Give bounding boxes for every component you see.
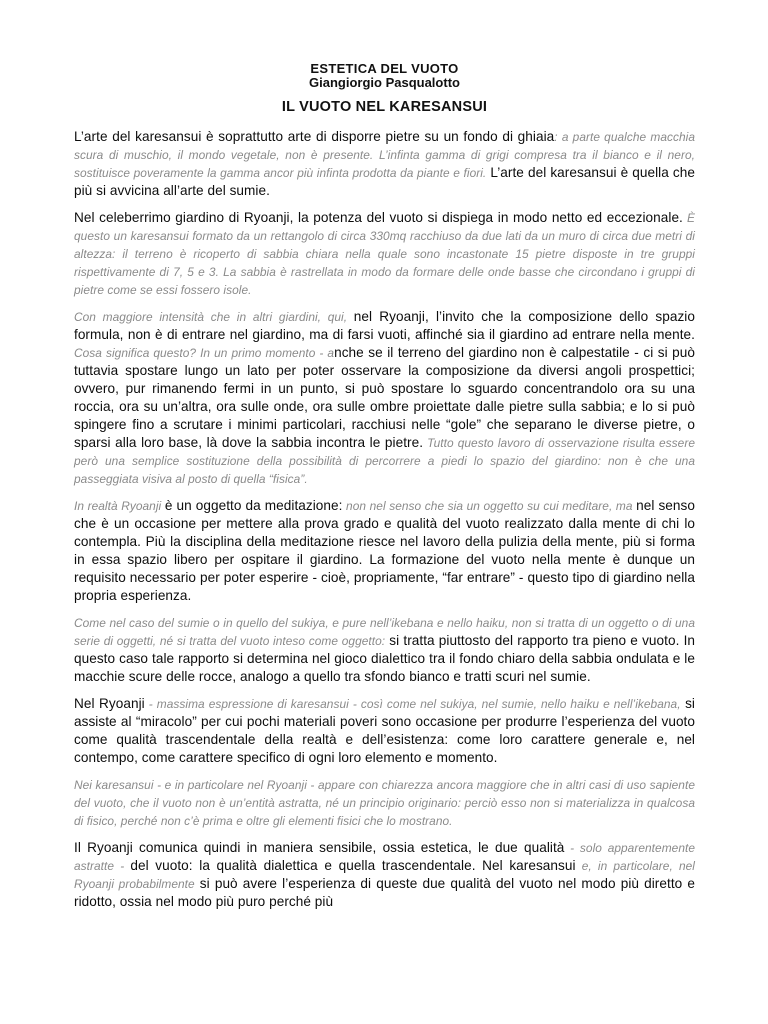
body-text [74, 128, 695, 911]
secondary-text: Nei karesansui - e in particolare nel Ryoanji - appare con chiarezza ancora maggiore che in altri casi di uso sapiente del vuoto, che il vuoto non è un’entità astratta, né un principio originario: perciò esso non si materializza in qualcosa di fisico, perché non c’è prima e oltre gli elementi fisici che lo mostrano. [74, 778, 695, 828]
emphasized-text: L’arte del karesansui è quella che più si avvicina all’arte del sumie. [74, 165, 695, 198]
secondary-text: - solo apparentemente astratte - [74, 841, 695, 873]
paragraph-7 [74, 776, 695, 830]
paragraph-4 [74, 497, 695, 605]
secondary-text: In realtà Ryoanji [74, 499, 165, 513]
section-title: IL VUOTO NEL KARESANSUI [281, 99, 488, 115]
secondary-text: - massima espressione di karesansui - così come nel sukiya, nel sumie, nello haiku e nell’ikebana, [144, 697, 681, 711]
secondary-text: È questo un karesansui formato da un rettangolo di circa 330mq racchiuso da due lati da un muro di circa due metri di altezza: il terreno è ricoperto di sabbia chiara nella quale sono incastonate 15 pietre disposte in tre gruppi rispettivamente di 7, 5 e 3. La sabbia è rastrellata in modo da formare delle onde basse che circondano i gruppi di pietre come se essi fossero isole. [74, 211, 695, 297]
emphasized-text: L’arte del karesansui è soprattutto arte di disporre pietre su un fondo di ghiaia [74, 129, 555, 144]
secondary-text: Tutto questo lavoro di osservazione risulta essere però una semplice sostituzione della possibilità di percorrere a piedi lo spazio del giardino: non è che una passeggiata visiva al posto di quella “fisica”. [74, 436, 696, 486]
secondary-text: non nel senso che sia un oggetto su cui meditare, ma [342, 499, 637, 513]
paragraph-8 [74, 839, 695, 911]
paragraph-1 [74, 128, 695, 200]
emphasized-text: si assiste al “miracolo” per cui pochi materiali poveri sono occasione per produrre l’esperienza del vuoto come qualità trascendentale della realtà e dell’esistenza: come loro carattere generale e, nel contempo, come carattere specifico di ogni loro elemento e momento. [74, 696, 695, 765]
paragraph-6 [74, 695, 695, 767]
emphasized-text: si può avere l’esperienza di queste due qualità del vuoto nel modo più diretto e ridotto, ossia nel modo più puro perché più [74, 876, 695, 909]
document-author: Giangiorgio Pasqualotto [309, 75, 460, 90]
emphasized-text: nel Ryoanji, l’invito che la composizione dello spazio formula, non è di entrare nel giardino, ma di farsi vuoti, affinché sia il giardino ad entrare nella mente. [74, 309, 695, 342]
secondary-text: e, in particolare, nel Ryoanji probabilmente [74, 859, 695, 891]
paragraph-2 [74, 209, 695, 299]
secondary-text: Cosa significa questo? In un primo momento - a [74, 346, 335, 360]
emphasized-text: nel senso che è un occasione per mettere alla prova grado e qualità del vuoto realizzato dalla mente di chi lo contempla. Più la disciplina della meditazione riesce nel lavoro della pulizia della mente, più si forma in essa spazio libero per ospitare il giardino. La formazione del vuoto nella mente è dunque un requisito necessario per poter esperire - cioè, propriamente, “far entrare” - questo tipo di giardino nella propria esperienza. [74, 498, 695, 603]
paragraph-5 [74, 614, 695, 686]
emphasized-text: Nel Ryoanji [74, 696, 145, 711]
emphasized-text: è un oggetto da meditazione: [164, 498, 343, 513]
emphasized-text: nche se il terreno del giardino non è calpestatile - ci si può tuttavia spostare lungo un lato per poter osservare la composizione da diversi angoli prospettici; ovvero, pur rimanendo fermi in un punto, si può spostare lo sguardo concentrandolo ora su una roccia, ora su un’altra, ora sulle onde, ora sulle ombre proiettate dalle pietre sulla sabbia; e lo si può spingere fino a scrutare i minimi particolari, racchiusi nelle “gole” che separano le diverse pietre, o sparsi alla loro base, là dove la sabbia incontra le pietre. [74, 345, 695, 450]
secondary-text: : a parte qualche macchia scura di muschio, il mondo vegetale, non è presente. L’infinta gamma di grigi compresa tra il bianco e il nero, sostituisce poveramente la gamma ancor più infinta prodotta da piante e fiori. [74, 130, 695, 180]
secondary-text: Come nel caso del sumie o in quello del sukiya, e pure nell’ikebana e nello haiku, non si tratta di un oggetto o di una serie di oggetti, né si tratta del vuoto inteso come oggetto: [74, 616, 695, 648]
emphasized-text: del vuoto: la qualità dialettica e quella trascendentale. Nel karesansui [130, 858, 576, 873]
document-title: ESTETICA DEL VUOTO [310, 61, 459, 76]
secondary-text: Con maggiore intensità che in altri giardini, qui, [74, 310, 354, 324]
document-page [74, 62, 695, 920]
paragraph-3 [74, 308, 695, 488]
emphasized-text: si tratta piuttosto del rapporto tra pieno e vuoto. In questo caso tale rapporto si determina nel gioco dialettico tra il fondo chiaro della sabbia ondulata e le macchie scure delle rocce, analogo a quello tra sfondo bianco e tratti scuri nel sumie. [74, 633, 696, 684]
emphasized-text: Il Ryoanji comunica quindi in maniera sensibile, ossia estetica, le due qualità [74, 840, 565, 855]
emphasized-text: Nel celeberrimo giardino di Ryoanji, la potenza del vuoto si dispiega in modo netto ed eccezionale. [74, 210, 683, 225]
